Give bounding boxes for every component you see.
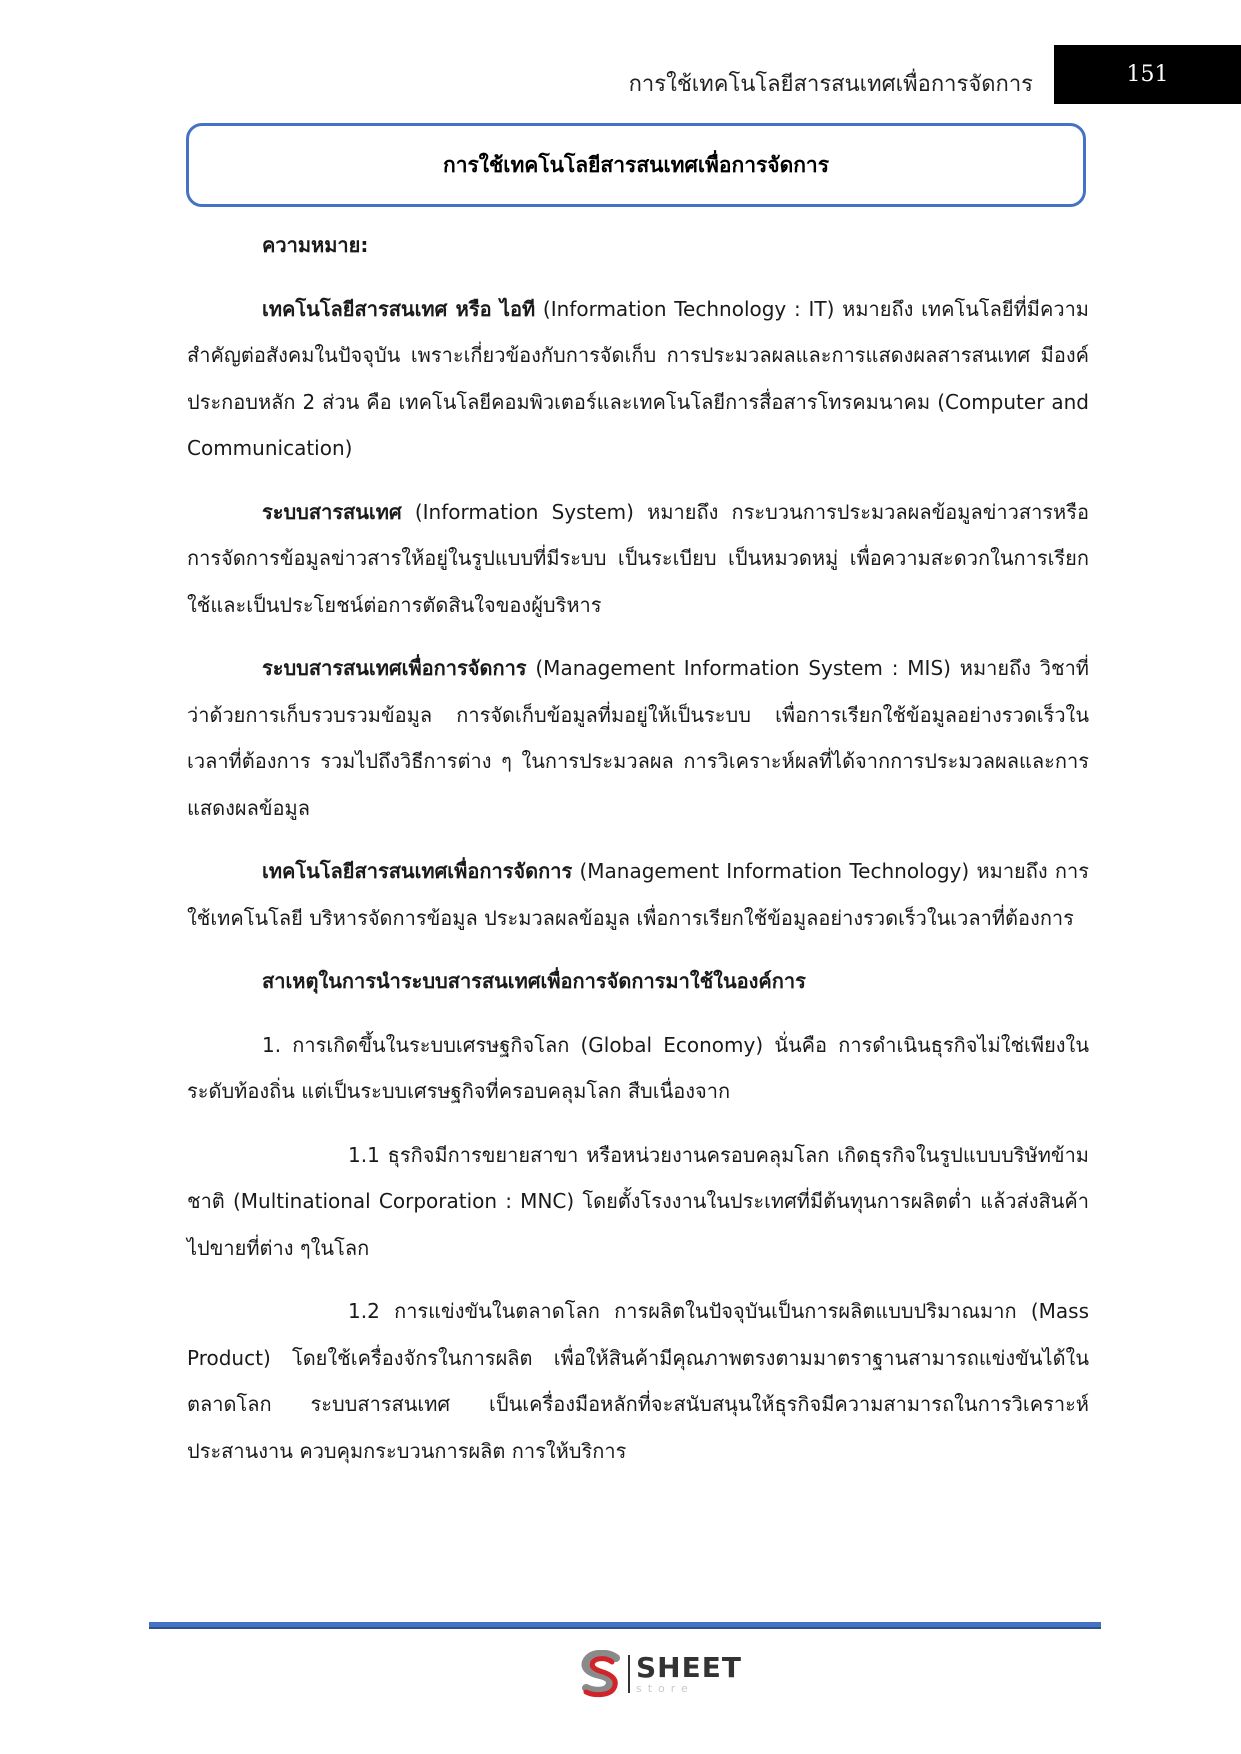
- causes-heading: สาเหตุในการนำระบบสารสนเทศเพื่อการจัดการมาใช้ในองค์การ: [262, 969, 806, 993]
- logo-divider: [628, 1655, 630, 1693]
- definition-paragraph: [187, 489, 1089, 629]
- cause-subparagraph: 1.2 การแข่งขันในตลาดโลก การผลิตในปัจจุบันเป็นการผลิตแบบปริมาณมาก (Mass Product) โดยใช้เครื่องจักรในการผลิต เพื่อให้สินค้ามีคุณภาพตรงตามมาตราฐานสามารถแข่งขันได้ในตลาดโลก ระบบสารสนเทศ เป็นเครื่องมือหลักที่จะสนับสนุนให้ธุรกิจมีความสามารถในการวิเคราะห์ ประสานงาน ควบคุมกระบวนการผลิต การให้บริการ: [187, 1299, 1089, 1463]
- footer-rule: [149, 1622, 1101, 1629]
- definition-term: เทคโนโลยีสารสนเทศ หรือ ไอที: [262, 296, 536, 321]
- logo-wordmark: [636, 1651, 742, 1695]
- definition-paragraph: [187, 848, 1089, 941]
- definition-term: ระบบสารสนเทศเพื่อการจัดการ: [262, 656, 527, 680]
- definition-text: (Management Information System : MIS) หมายถึง วิชาที่ว่าด้วยการเก็บรวบรวมข้อมูล การจัดเก็บข้อมูลที่มอยู่ให้เป็นระบบ เพื่อการเรียกใช้ข้อมูลอย่างรวดเร็วในเวลาที่ต้องการ รวมไปถึงวิธีการต่าง ๆ ในการประมวลผล การวิเคราะห์ผลที่ได้จากการประมวลผลและการแสดงผลข้อมูล: [187, 656, 1089, 820]
- page-number: 151: [1054, 45, 1241, 104]
- sheet-store-logo: [578, 1648, 748, 1700]
- definition-term: เทคโนโลยีสารสนเทศเพื่อการจัดการ: [262, 859, 573, 883]
- section-title: การใช้เทคโนโลยีสารสนเทศเพื่อการจัดการ: [442, 152, 829, 177]
- logo-main-text: SHEET: [636, 1651, 742, 1684]
- definition-paragraph: [187, 645, 1089, 831]
- sheet-store-s-icon: [578, 1650, 624, 1698]
- definition-term: ระบบสารสนเทศ: [262, 499, 402, 524]
- section-title-box: [186, 123, 1086, 207]
- cause-paragraph: 1. การเกิดขึ้นในระบบเศรษฐกิจโลก (Global Economy) นั่นคือ การดำเนินธุรกิจไม่ใช่เพียงในระดับท้องถิ่น แต่เป็นระบบเศรษฐกิจที่ครอบคลุมโลก สืบเนื่องจาก: [187, 1032, 1089, 1103]
- logo-sub-text: store: [636, 1682, 694, 1695]
- definition-text: (Management Information Technology) หมายถึง การใช้เทคโนโลยี บริหารจัดการข้อมูล ประมวลผลข้อมูล เพื่อการเรียกใช้ข้อมูลอย่างรวดเร็วในเวลาที่ต้องการ: [187, 859, 1089, 930]
- running-header-title: การใช้เทคโนโลยีสารสนเทศเพื่อการจัดการ: [628, 72, 1033, 97]
- cause-subparagraph: 1.1 ธุรกิจมีการขยายสาขา หรือหน่วยงานครอบคลุมโลก เกิดธุรกิจในรูปแบบบริษัทข้ามชาติ (Multinational Corporation : MNC) โดยตั้งโรงงานในประเทศที่มีต้นทุนการผลิตต่ำ แล้วส่งสินค้าไปขายที่ต่าง ๆในโลก: [187, 1142, 1089, 1260]
- definition-text: (Information System) หมายถึง กระบวนการประมวลผลข้อมูลข่าวสารหรือการจัดการข้อมูลข่าวสารให้อยู่ในรูปแบบที่มีระบบ เป็นระเบียบ เป็นหมวดหมู่ เพื่อความสะดวกในการเรียกใช้และเป็นประโยชน์ต่อการตัดสินใจของผู้บริหาร: [187, 499, 1089, 617]
- meaning-heading: ความหมาย:: [262, 233, 369, 257]
- definition-text: (Information Technology : IT) หมายถึง เทคโนโลยีที่มีความสำคัญต่อสังคมในปัจจุบัน เพราะเกี่ยวข้องกับการจัดเก็บ การประมวลผลและการแสดงผลสารสนเทศ มีองค์ประกอบหลัก 2 ส่วน คือ เทคโนโลยีคอมพิวเตอร์และเทคโนโลยีการสื่อสารโทรคมนาคม (Computer and Communication): [187, 296, 1089, 460]
- definition-paragraph: [187, 286, 1089, 472]
- body-content: [187, 222, 1089, 1474]
